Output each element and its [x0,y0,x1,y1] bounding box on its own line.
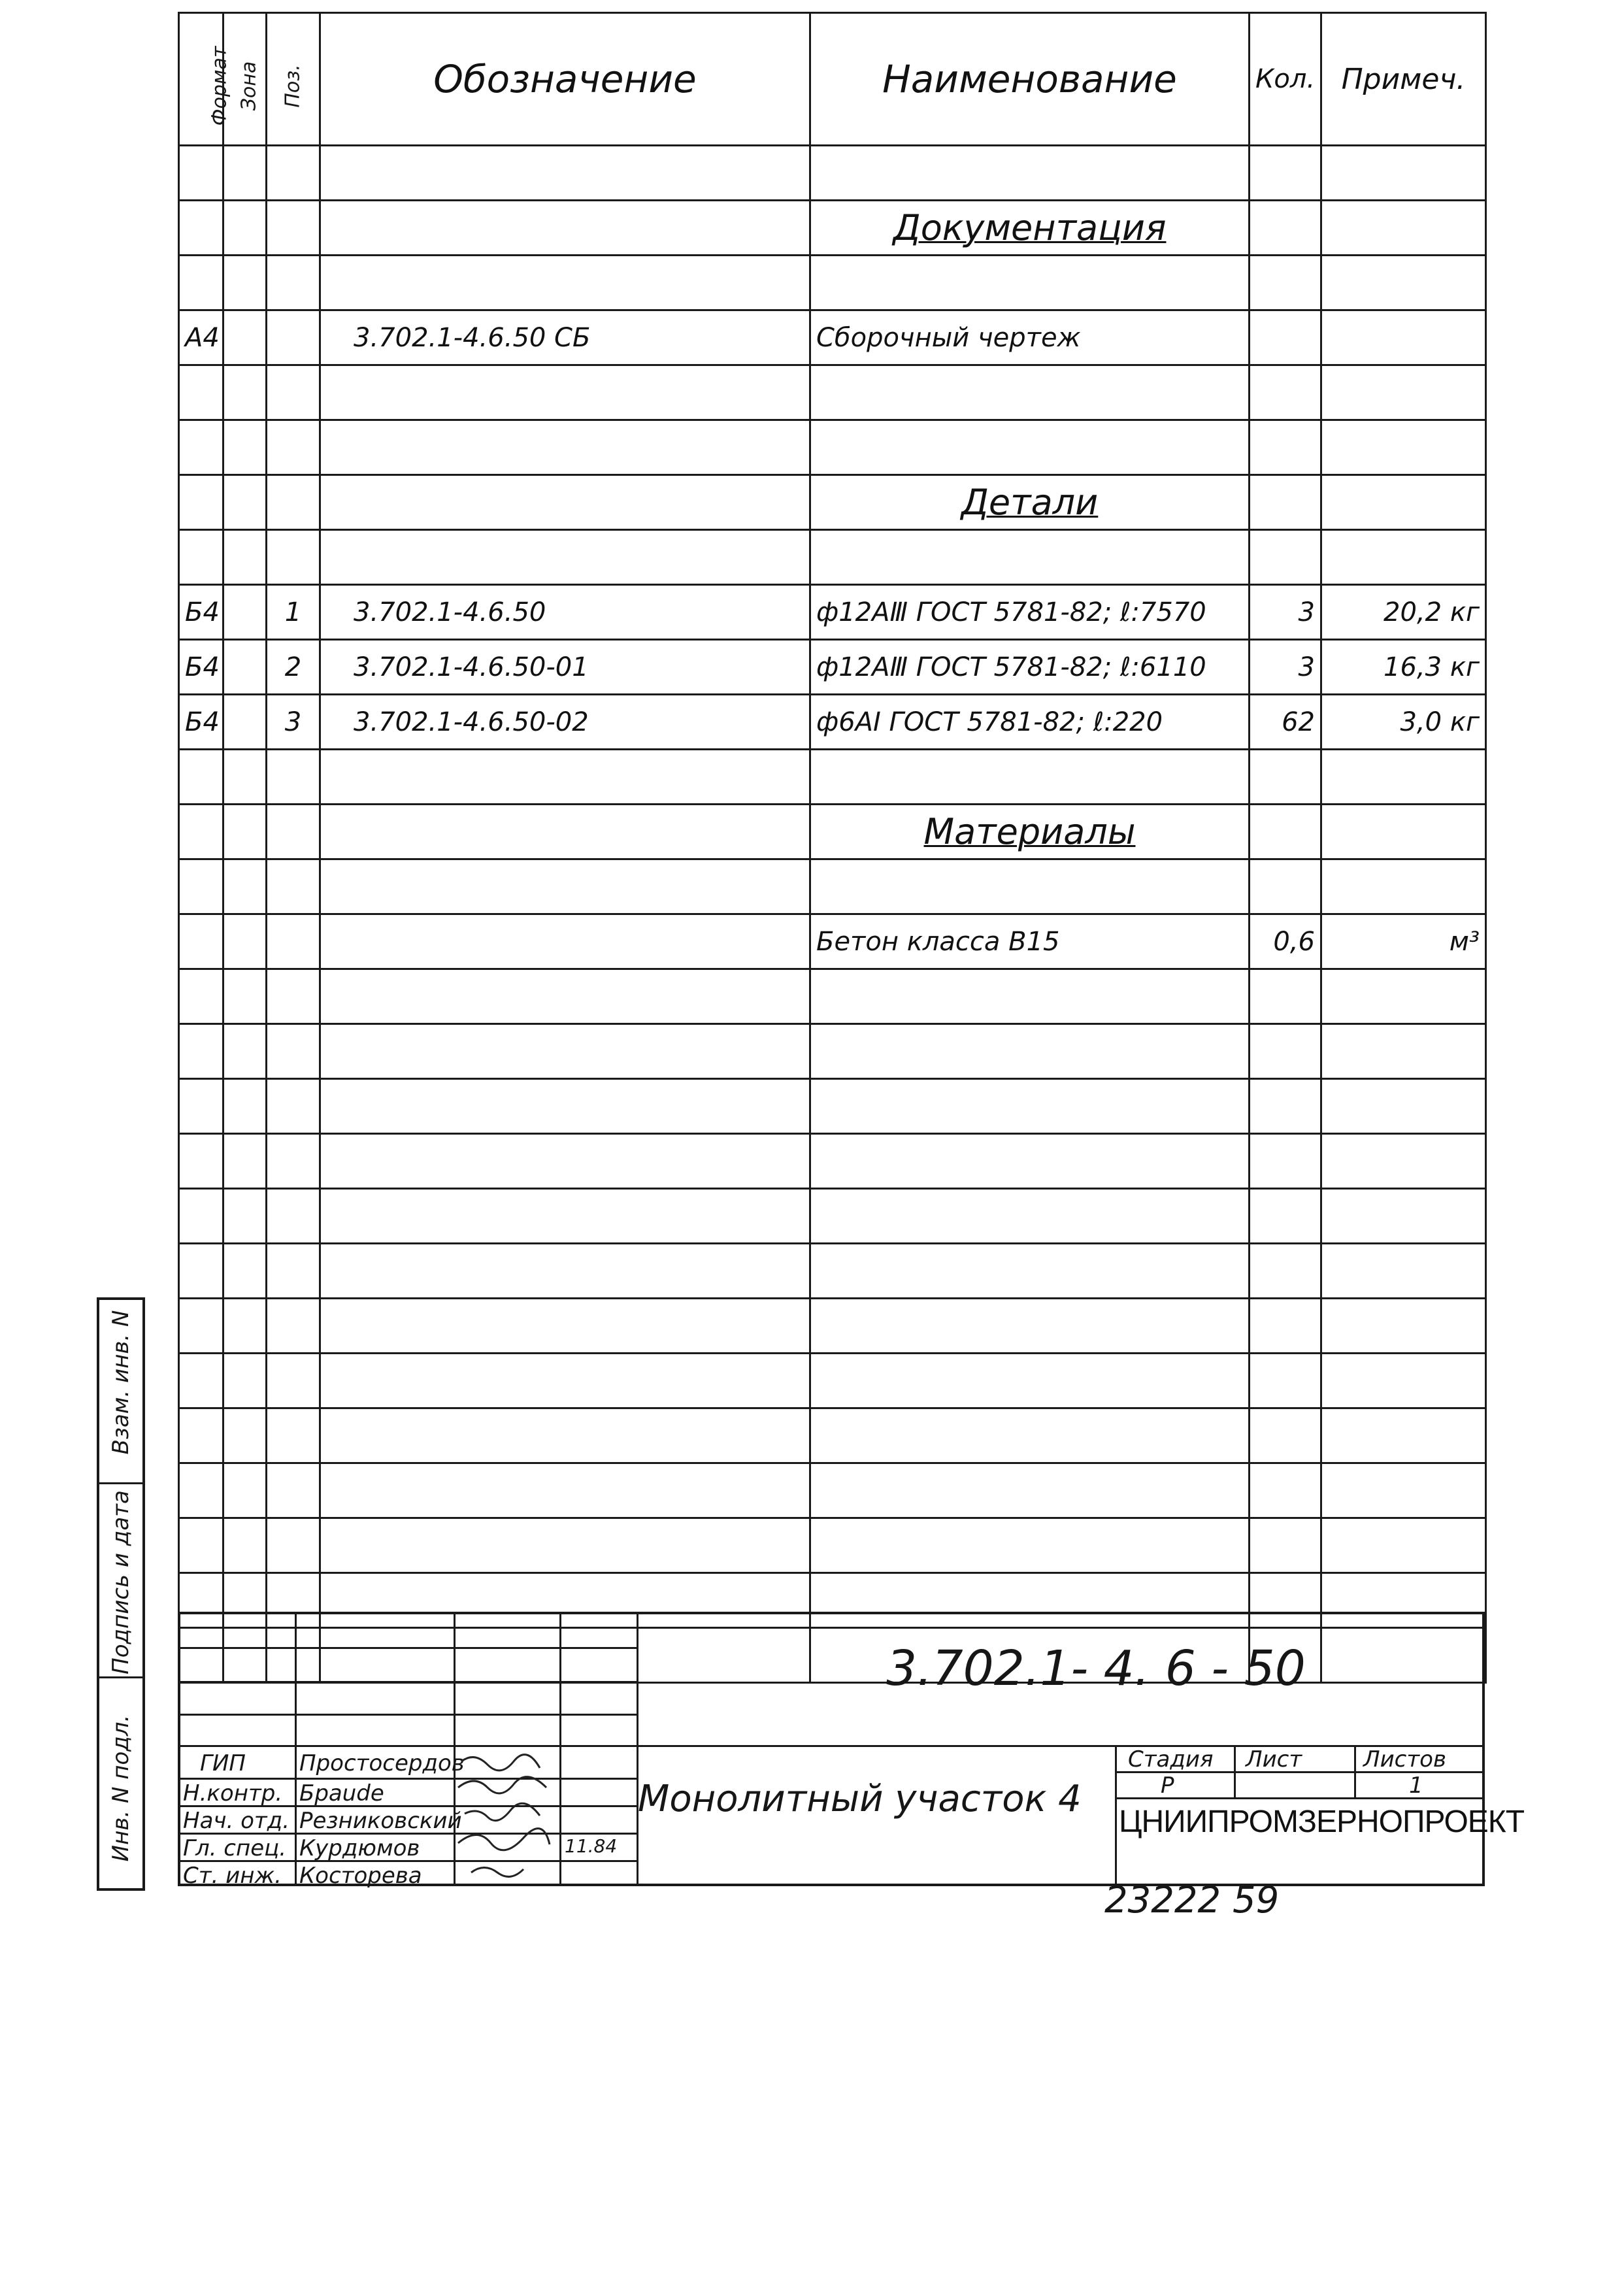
drawing-sheet [178,12,1525,1889]
cell-designation [320,1463,810,1518]
person-1: Простосердов [299,1750,465,1776]
cell-zone [224,1463,267,1518]
table-row [179,859,1486,914]
cell-zone [224,969,267,1024]
cell-qty [1250,201,1321,256]
cell-zone [224,750,267,805]
cell-zone [224,859,267,914]
table-row [179,201,1486,256]
cell-designation [320,914,810,969]
table-row [179,1463,1486,1518]
cell-note [1321,1189,1486,1244]
cell-pos [267,914,320,969]
cell-zone [224,1244,267,1299]
cell-designation [320,1134,810,1189]
cell-zone [224,1079,267,1134]
cell-name: Сборочный чертеж [810,310,1250,365]
cell-designation [320,1299,810,1354]
cell-name: ф12АⅢ ГОСТ 5781-82; ℓ:7570 [810,585,1250,640]
cell-qty [1250,256,1321,310]
cell-zone [224,201,267,256]
cell-name [810,1079,1250,1134]
cell-note: 16,3 кг [1321,640,1486,695]
cell-name: Бетон класса В15 [810,914,1250,969]
cell-format: Б4 [179,585,224,640]
cell-pos [267,365,320,420]
cell-qty [1250,310,1321,365]
cell-name [810,1189,1250,1244]
cell-qty [1250,420,1321,475]
cell-name [810,420,1250,475]
cell-qty [1250,530,1321,585]
strip-inv-podl: Инв. N подл. [108,1714,134,1862]
cell-name: Документация [810,201,1250,256]
cell-note [1321,256,1486,310]
cell-qty [1250,969,1321,1024]
header-note: Примеч. [1321,13,1486,146]
cell-note: м³ [1321,914,1486,969]
cell-name [810,1408,1250,1463]
cell-designation [320,969,810,1024]
cell-designation [320,1354,810,1408]
table-row [179,585,1486,640]
cell-format [179,1463,224,1518]
specification-table [178,12,1487,1684]
cell-designation [320,859,810,914]
cell-qty: 62 [1250,695,1321,750]
cell-format [179,859,224,914]
cell-qty [1250,1354,1321,1408]
role-gip: ГИП [200,1750,246,1776]
role-n-kontr: Н.контр. [183,1780,283,1806]
cell-zone [224,1518,267,1573]
cell-name [810,750,1250,805]
sheet-label: Лист [1246,1746,1302,1772]
cell-zone [224,1299,267,1354]
table-row [179,1518,1486,1573]
cell-designation [320,1244,810,1299]
table-row [179,750,1486,805]
cell-format [179,1354,224,1408]
cell-qty [1250,365,1321,420]
cell-format [179,1024,224,1079]
cell-note [1321,1518,1486,1573]
cell-note [1321,969,1486,1024]
cell-qty [1250,805,1321,859]
cell-name: ф12АⅢ ГОСТ 5781-82; ℓ:6110 [810,640,1250,695]
table-row [179,640,1486,695]
cell-designation [320,1079,810,1134]
cell-pos [267,859,320,914]
cell-pos [267,475,320,530]
table-row [179,805,1486,859]
cell-format [179,750,224,805]
cell-qty: 0,6 [1250,914,1321,969]
cell-designation [320,420,810,475]
cell-designation [320,1024,810,1079]
table-header-row [179,13,1486,146]
cell-note: 3,0 кг [1321,695,1486,750]
header-format: Формат [179,13,224,146]
cell-pos [267,1079,320,1134]
person-3: Резниковский [299,1808,462,1834]
cell-note [1321,146,1486,201]
cell-zone [224,805,267,859]
side-stamp-strip [97,1297,145,1891]
signatures [455,1748,559,1886]
cell-pos [267,1299,320,1354]
cell-qty [1250,859,1321,914]
cell-zone [224,365,267,420]
cell-zone [224,640,267,695]
cell-note [1321,201,1486,256]
table-row [179,1024,1486,1079]
cell-zone [224,1134,267,1189]
table-row [179,256,1486,310]
header-zone: Зона [224,13,267,146]
table-row [179,310,1486,365]
cell-name [810,365,1250,420]
cell-name: Материалы [810,805,1250,859]
cell-pos [267,1518,320,1573]
cell-designation [320,475,810,530]
cell-pos [267,805,320,859]
cell-format [179,1189,224,1244]
cell-format [179,1244,224,1299]
cell-note [1321,805,1486,859]
table-row [179,365,1486,420]
table-row [179,1408,1486,1463]
cell-pos: 3 [267,695,320,750]
cell-note [1321,1024,1486,1079]
cell-zone [224,310,267,365]
cell-qty [1250,1299,1321,1354]
cell-name: ф6АⅠ ГОСТ 5781-82; ℓ:220 [810,695,1250,750]
cell-pos [267,750,320,805]
cell-pos [267,256,320,310]
cell-qty [1250,1024,1321,1079]
cell-designation: 3.702.1-4.6.50 СБ [320,310,810,365]
cell-designation [320,750,810,805]
cell-designation [320,1408,810,1463]
cell-format [179,1408,224,1463]
cell-format [179,969,224,1024]
cell-name [810,530,1250,585]
cell-designation [320,1518,810,1573]
cell-zone [224,256,267,310]
cell-designation [320,805,810,859]
document-code: 3.702.1- 4. 6 - 50 [886,1640,1306,1697]
cell-format [179,530,224,585]
cell-note [1321,530,1486,585]
cell-zone [224,530,267,585]
table-row [179,146,1486,201]
cell-note [1321,365,1486,420]
organization-name: ЦНИИПРОМЗЕРНОПРОЕКТ [1119,1805,1525,1839]
cell-designation [320,201,810,256]
table-row [179,1299,1486,1354]
cell-note [1321,475,1486,530]
cell-name [810,1463,1250,1518]
cell-pos [267,1134,320,1189]
cell-designation [320,365,810,420]
role-nach-otd: Нач. отд. [183,1808,290,1834]
cell-pos [267,420,320,475]
table-row [179,1354,1486,1408]
stage-value: Р [1161,1772,1174,1799]
cell-note [1321,310,1486,365]
cell-note [1321,420,1486,475]
cell-designation [320,146,810,201]
cell-format [179,146,224,201]
cell-qty [1250,1408,1321,1463]
cell-name: Детали [810,475,1250,530]
cell-pos [267,146,320,201]
cell-format [179,1079,224,1134]
cell-pos [267,1408,320,1463]
cell-format [179,365,224,420]
sheets-label: Листов [1363,1746,1447,1772]
cell-format [179,201,224,256]
stage-label: Стадия [1128,1746,1214,1772]
cell-pos: 2 [267,640,320,695]
cell-name [810,1518,1250,1573]
cell-note [1321,1299,1486,1354]
cell-name [810,1299,1250,1354]
role-gl-spec: Гл. спец. [183,1835,287,1861]
cell-note [1321,1463,1486,1518]
cell-name [810,146,1250,201]
cell-format: Б4 [179,640,224,695]
cell-format [179,475,224,530]
cell-name [810,969,1250,1024]
cell-name [810,1244,1250,1299]
header-designation: Обозначение [320,13,810,146]
cell-name [810,1134,1250,1189]
bottom-code: 23222 59 [1104,1879,1280,1922]
table-row [179,1244,1486,1299]
cell-format: А4 [179,310,224,365]
cell-designation [320,256,810,310]
cell-zone [224,914,267,969]
cell-note [1321,1354,1486,1408]
cell-qty [1250,475,1321,530]
cell-pos [267,969,320,1024]
cell-format: Б4 [179,695,224,750]
table-row [179,1189,1486,1244]
person-2: Браude [299,1780,384,1806]
cell-pos [267,201,320,256]
cell-qty [1250,1189,1321,1244]
drawing-title: Монолитный участок 4 [638,1778,1082,1820]
strip-vzam-inv: Взам. инв. N [108,1310,134,1455]
cell-zone [224,146,267,201]
cell-designation [320,530,810,585]
title-block [178,1612,1525,1889]
cell-zone [224,1024,267,1079]
header-qty: Кол. [1250,13,1321,146]
table-row [179,420,1486,475]
cell-qty [1250,1244,1321,1299]
cell-qty: 3 [1250,585,1321,640]
role-st-inzh: Ст. инж. [183,1863,282,1889]
cell-designation: 3.702.1-4.6.50 [320,585,810,640]
strip-sign-date: Подпись и дата [108,1490,134,1674]
cell-note [1321,1079,1486,1134]
cell-designation: 3.702.1-4.6.50-02 [320,695,810,750]
cell-pos [267,1463,320,1518]
header-name: Наименование [810,13,1250,146]
person-5: Косторева [299,1863,422,1889]
sheets-value: 1 [1409,1772,1423,1799]
cell-zone [224,420,267,475]
cell-format [179,1134,224,1189]
cell-name [810,859,1250,914]
person-4: Курдюмов [299,1835,420,1861]
table-row [179,695,1486,750]
cell-format [179,1299,224,1354]
cell-note [1321,1134,1486,1189]
cell-qty [1250,146,1321,201]
table-row [179,1079,1486,1134]
cell-name [810,1354,1250,1408]
cell-qty [1250,750,1321,805]
cell-pos [267,1024,320,1079]
cell-qty [1250,1518,1321,1573]
cell-qty [1250,1079,1321,1134]
cell-note: 20,2 кг [1321,585,1486,640]
cell-format [179,420,224,475]
cell-qty [1250,1134,1321,1189]
cell-format [179,805,224,859]
cell-zone [224,1354,267,1408]
cell-zone [224,1408,267,1463]
cell-note [1321,859,1486,914]
cell-note [1321,750,1486,805]
cell-pos: 1 [267,585,320,640]
table-row [179,914,1486,969]
cell-format [179,256,224,310]
cell-zone [224,1189,267,1244]
cell-designation [320,1189,810,1244]
cell-format [179,914,224,969]
cell-pos [267,1244,320,1299]
cell-pos [267,530,320,585]
cell-note [1321,1408,1486,1463]
cell-zone [224,475,267,530]
table-row [179,530,1486,585]
cell-zone [224,585,267,640]
cell-pos [267,1354,320,1408]
table-row [179,475,1486,530]
cell-name [810,256,1250,310]
table-row [179,1134,1486,1189]
cell-qty: 3 [1250,640,1321,695]
cell-name [810,1024,1250,1079]
sign-date: 11.84 [565,1835,618,1857]
cell-zone [224,695,267,750]
cell-designation: 3.702.1-4.6.50-01 [320,640,810,695]
cell-pos [267,1189,320,1244]
header-pos: Поз. [267,13,320,146]
cell-note [1321,1244,1486,1299]
cell-format [179,1518,224,1573]
cell-qty [1250,1463,1321,1518]
cell-pos [267,310,320,365]
table-row [179,969,1486,1024]
